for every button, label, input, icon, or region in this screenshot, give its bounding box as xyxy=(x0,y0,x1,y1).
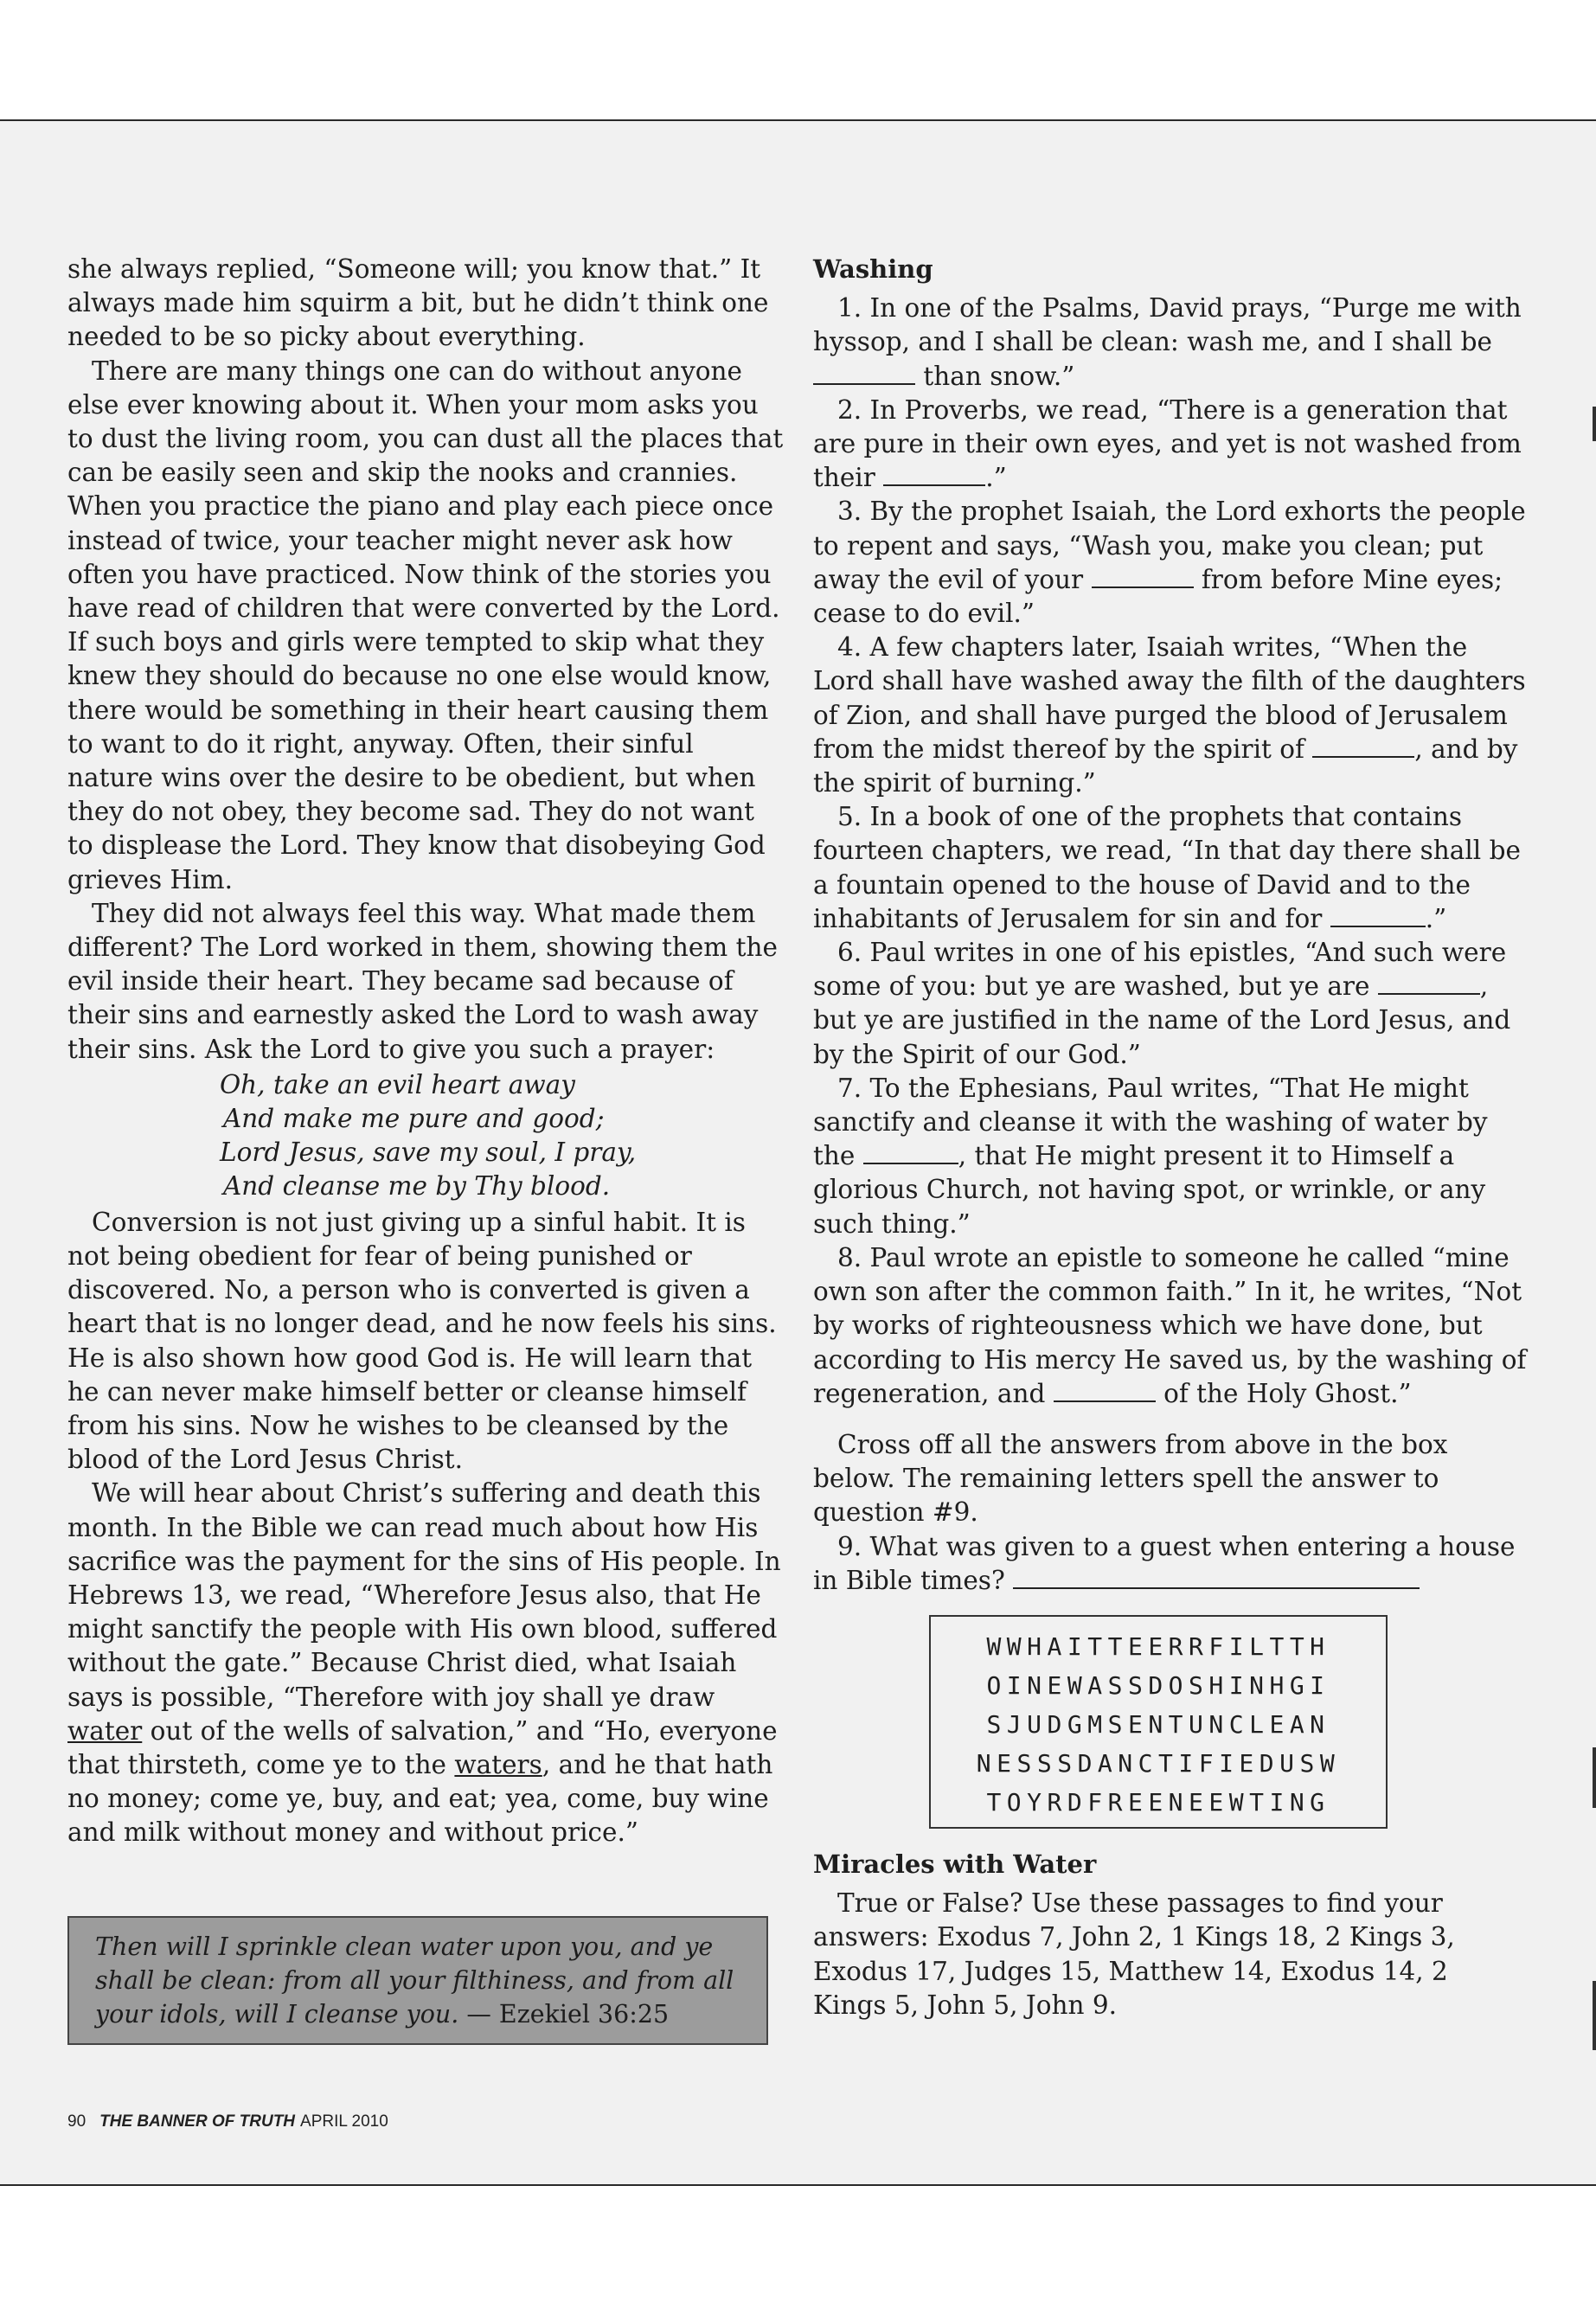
question-4 xyxy=(813,631,1528,800)
page-edge-mark xyxy=(1593,407,1596,441)
page-edge-mark xyxy=(1593,1747,1596,1808)
spacer xyxy=(813,1411,1528,1428)
paragraph xyxy=(67,1477,784,1849)
question-8 xyxy=(813,1241,1528,1411)
question-9 xyxy=(813,1530,1528,1598)
question-7 xyxy=(813,1072,1528,1241)
poem-line: And make me pure and good; xyxy=(223,1104,605,1134)
quote-reference: — Ezekiel 36:25 xyxy=(466,2000,670,2029)
question-text: .” xyxy=(1425,903,1447,933)
answer-blank[interactable] xyxy=(863,1162,958,1164)
question-6 xyxy=(813,936,1528,1072)
issue-date: APRIL 2010 xyxy=(300,2112,388,2131)
answer-blank[interactable] xyxy=(883,484,985,486)
question-text: 9. What was given to a guest when entering a house in Bible times? xyxy=(813,1531,1516,1595)
question-text: 6. Paul writes in one of his epistles, “And such were some of you: but ye are washed, but ye are xyxy=(813,938,1507,1002)
answer-blank[interactable] xyxy=(1092,586,1194,588)
poem-line: Lord Jesus, save my soul, I pray, xyxy=(220,1138,637,1168)
miracles-instructions: True or False? Use these passages to find your answers: Exodus 7, John 2, 1 Kings 18, 2 Kings 3, Exodus 17, Judges 15, Matthew 14, Exodus 14, 2 Kings 5, John 5, John 9. xyxy=(813,1888,1455,2020)
letter-grid-box xyxy=(929,1615,1388,1829)
question-1 xyxy=(813,292,1528,394)
paragraph: There are many things one can do without anyone else ever knowing about it. When your mom asks you to dust the living room, you can dust all the places that can be easily seen and skip the nooks and crannies. When you practice the piano and play each piece once instead of twice, your teacher might never ask how often you have practiced. Now think of the stories you have read of children that were converted by the Lord. If such boys and girls were tempted to skip what they knew they should do because no one else would know, there would be something in their heart causing them to want to do it right, anyway. Often, their sinful nature wins over the desire to be obedient, but when they do not obey, they become sad. They do not want to displease the Lord. They know that disobeying God grieves Him. xyxy=(67,356,784,894)
text-run: We will hear about Christ’s suffering and death this month. In the Bible we can read much about how His sacrifice was the payment for the sins of His people. In Hebrews 13, we read, “Wherefore Jesus also, that He might sanctify the people with His own blood, suffered without the gate.” Because Christ died, what Isaiah says is possible, “Therefore with joy shall ye draw xyxy=(67,1478,781,1712)
underlined-word: waters xyxy=(454,1749,542,1779)
underlined-word: water xyxy=(67,1715,143,1746)
question-text: of the Holy Ghost.” xyxy=(1155,1378,1412,1408)
text-run: out of the wells of salvation,” and “Ho, everyone that thirsteth, come ye to the xyxy=(67,1715,778,1779)
answer-blank[interactable] xyxy=(813,382,915,385)
text-run: , and he that hath no money; come ye, buy, and eat; yea, come, buy wine and milk without money and without price.” xyxy=(67,1749,773,1848)
question-2 xyxy=(813,394,1528,496)
answer-blank[interactable] xyxy=(1312,755,1414,758)
question-text: 2. In Proverbs, we read, “There is a generation that are pure in their own eyes, and yet is not washed from their xyxy=(813,394,1522,493)
paragraph: They did not always feel this way. What made them different? The Lord worked in them, showing them the evil inside their heart. They became sad because of their sins and earnestly asked the Lord to wash away their sins. Ask the Lord to give you such a prayer: xyxy=(67,898,778,1064)
poem-line: Oh, take an evil heart away xyxy=(220,1069,575,1099)
publication-title: THE BANNER OF TRUTH xyxy=(99,2112,296,2131)
answer-blank[interactable] xyxy=(1378,992,1480,995)
question-text: , but ye are justified in the name of the Lord Jesus, and by the Spirit of our God.” xyxy=(813,971,1511,1069)
quote-text: Then will I sprinkle clean water upon you, and ye shall be clean: from all your filthiness, and from all your idols, will I cleanse you. xyxy=(95,1932,734,2029)
scripture-quote-box xyxy=(67,1916,768,2045)
question-text: 8. Paul wrote an epistle to someone he called “mine own son after the common faith.” In it, he writes, “Not by works of righteousness which we have done, but according to His mercy He saved us, by the washing of regeneration, and xyxy=(813,1242,1527,1408)
section-heading-miracles: Miracles with Water xyxy=(813,1849,1097,1879)
paragraph: she always replied, “Someone will; you know that.” It always made him squirm a bit, but he didn’t think one needed to be so picky about everything. xyxy=(67,254,769,352)
letter-grid-row: NESSSDANCTIFIEDUSW xyxy=(976,1748,1341,1778)
question-text: , and by the spirit of burning.” xyxy=(813,734,1518,798)
page-edge-mark xyxy=(1593,1981,1596,2050)
page-footer xyxy=(67,2112,388,2131)
question-text: 7. To the Ephesians, Paul writes, “That He might sanctify and cleanse it with the washing of water by the xyxy=(813,1073,1488,1171)
instructions: Cross off all the answers from above in the box below. The remaining letters spell the answer to question #9. xyxy=(813,1429,1448,1528)
letter-grid-row: WWHAITTEERRFILTTH xyxy=(986,1631,1330,1661)
question-5 xyxy=(813,800,1528,936)
letter-grid-row: OINEWASSDOSHINHGI xyxy=(986,1670,1330,1700)
page-number: 90 xyxy=(67,2112,87,2131)
question-text: , that He might present it to Himself a glorious Church, not having spot, or wrinkle, or any such thing.” xyxy=(813,1141,1486,1239)
letter-grid-row: TOYRDFREENEEWTING xyxy=(986,1787,1330,1817)
answer-blank[interactable] xyxy=(1330,925,1426,927)
letter-grid-row: SJUDGMSENTUNCLEAN xyxy=(986,1709,1330,1739)
paragraph: Conversion is not just giving up a sinful habit. It is not being obedient for fear of being punished or discovered. No, a person who is converted is given a heart that is no longer dead, and he now feels his sins. He is also shown how good God is. He will learn that he can never make himself better or cleanse himself from his sins. Now he wishes to be cleansed by the blood of the Lord Jesus Christ. xyxy=(67,1207,777,1475)
answer-blank[interactable] xyxy=(1013,1586,1420,1589)
question-text: 1. In one of the Psalms, David prays, “Purge me with hyssop, and I shall be clean: wash me, and I shall be xyxy=(813,293,1522,357)
left-column xyxy=(67,253,784,1850)
question-text: than snow.” xyxy=(915,361,1075,391)
section-heading-washing: Washing xyxy=(813,254,933,284)
prayer-poem xyxy=(220,1068,784,1204)
answer-blank[interactable] xyxy=(1054,1400,1156,1402)
question-text: 5. In a book of one of the prophets that contains fourteen chapters, we read, “In that day there shall be a fountain opened to the house of David and to the inhabitants of Jerusalem for sin and for xyxy=(813,802,1521,933)
poem-line: And cleanse me by Thy blood. xyxy=(223,1171,611,1202)
question-text: 4. A few chapters later, Isaiah writes, “When the Lord shall have washed away the filth of the daughters of Zion, and shall have purged the blood of Jerusalem from the midst thereof by the spirit of xyxy=(813,632,1526,764)
question-text: .” xyxy=(985,463,1007,493)
question-3 xyxy=(813,495,1528,631)
question-text: from before Mine eyes; cease to do evil.” xyxy=(813,564,1503,629)
question-text: 3. By the prophet Isaiah, the Lord exhorts the people to repent and says, “Wash you, make you clean; put away the evil of your xyxy=(813,497,1526,594)
right-column xyxy=(813,253,1528,2022)
